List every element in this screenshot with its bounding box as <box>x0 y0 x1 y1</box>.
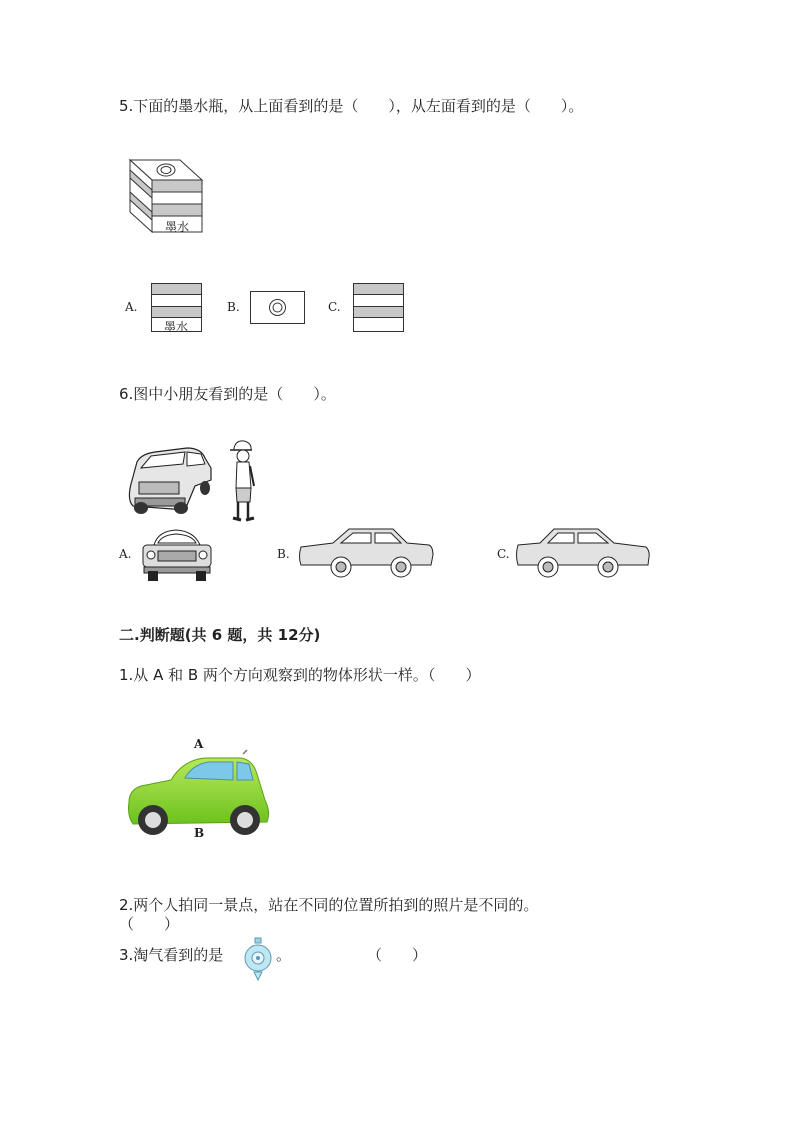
car-side-view-b <box>297 525 435 579</box>
q6-option-b-letter: B. <box>277 547 290 561</box>
q5-option-c-letter: C. <box>328 300 341 314</box>
option-b-figure <box>250 291 306 325</box>
j2-paren: （ ） <box>119 915 180 933</box>
q6-option-c-letter: C. <box>497 547 510 561</box>
car-perspective-figure <box>125 444 215 516</box>
section-heading: 二.判断题(共 6 题，共 12分) <box>119 626 321 644</box>
child-figure <box>228 440 258 524</box>
q5-option-a-letter: A. <box>125 300 138 314</box>
car-side-view-c <box>514 525 652 579</box>
j3-text-after: 。 <box>276 946 292 964</box>
j3-paren: （ ） <box>367 946 428 964</box>
j1-text: 1.从 A 和 B 两个方向观察到的物体形状一样。（ ） <box>119 666 481 684</box>
direction-b-label: B <box>194 826 205 840</box>
option-a-label: 墨水 <box>164 320 189 334</box>
car-front-view <box>140 527 214 583</box>
q6-text: 6.图中小朋友看到的是（ ）。 <box>119 385 336 403</box>
option-c-figure <box>353 283 405 333</box>
teapot-top-view-icon <box>243 938 273 982</box>
direction-a-label: A <box>194 737 204 751</box>
q5-option-b-letter: B. <box>227 300 240 314</box>
q6-option-a-letter: A. <box>119 547 132 561</box>
j3-text-before: 3.淘气看到的是 <box>119 946 224 964</box>
q5-text: 5.下面的墨水瓶，从上面看到的是（ ），从左面看到的是（ ）。 <box>119 97 584 115</box>
bottle-label: 墨水 <box>165 220 190 234</box>
j2-text: 2.两个人拍同一景点，站在不同的位置所拍到的照片是不同的。 <box>119 896 539 914</box>
